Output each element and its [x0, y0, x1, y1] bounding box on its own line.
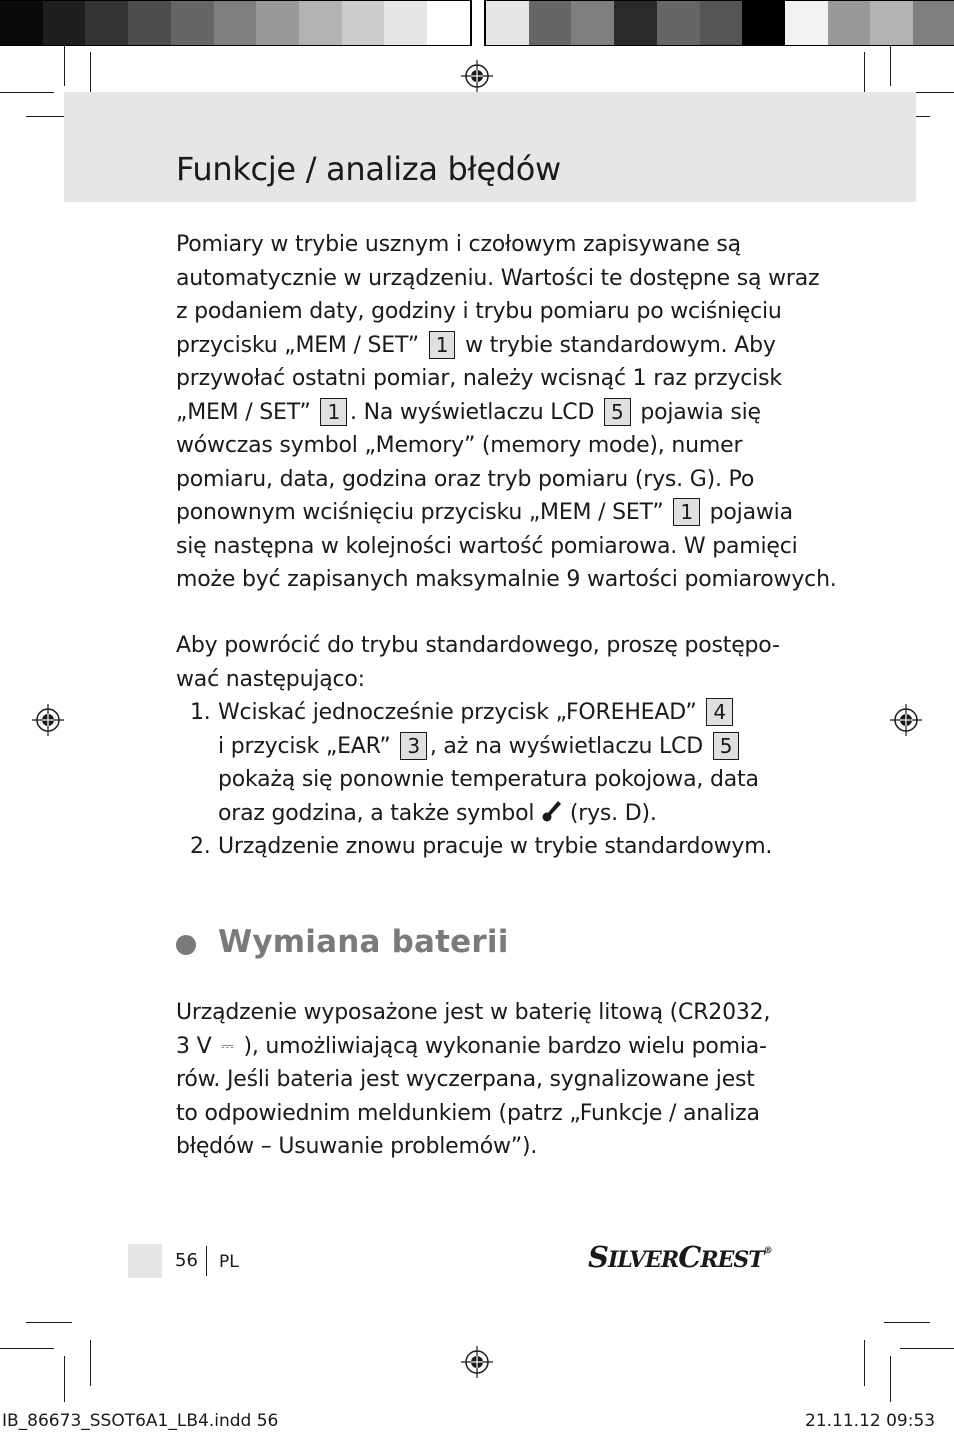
color-swatch	[529, 0, 572, 46]
steps-list	[190, 696, 772, 864]
brand-letter: S	[588, 1240, 608, 1274]
footer-divider	[206, 1246, 207, 1276]
text-segment: (rys. D).	[569, 800, 657, 826]
registration-mark-icon	[890, 704, 922, 736]
footer-tab	[128, 1244, 162, 1278]
page-number: 56	[175, 1250, 198, 1271]
text-line: pomiaru, data, godzina oraz tryb pomiaru (rys. G). Po	[176, 466, 755, 492]
text-line: pokażą się ponownie temperatura pokojowa, data	[218, 767, 759, 792]
text-line: przywołać ostatni pomiar, należy wcisnąć 1 raz przycisk	[176, 366, 782, 391]
text-segment: ), umożliwiającą wykonanie bardzo wielu pomia-	[243, 1033, 767, 1059]
color-swatch	[785, 0, 828, 46]
color-bar-left	[0, 0, 472, 46]
color-swatch	[214, 0, 257, 46]
crop-mark	[0, 92, 54, 93]
color-swatch	[828, 0, 871, 46]
crop-mark	[900, 1348, 954, 1349]
registration-mark-icon	[461, 60, 493, 92]
slug-file: IB_86673_SSOT6A1_LB4.indd 56	[2, 1411, 279, 1431]
text-line	[190, 696, 772, 730]
text-segment: , aż na wyświetlaczu LCD	[429, 733, 703, 759]
crop-mark	[0, 1348, 54, 1349]
text-line: się następna w kolejności wartość pomiarowa. W pamięci	[176, 533, 798, 559]
color-swatch	[742, 0, 785, 46]
text-line	[190, 830, 772, 864]
text-segment: . Na wyświetlaczu LCD	[350, 399, 595, 425]
text-line	[176, 329, 796, 363]
color-swatch	[128, 0, 171, 46]
text-line	[190, 730, 772, 764]
list-item	[190, 830, 772, 864]
color-swatch	[913, 0, 954, 46]
registered-mark: ®	[763, 1246, 772, 1256]
text-line: Aby powrócić do trybu standardowego, proszę postępo-	[176, 633, 780, 658]
paragraph-memory	[176, 228, 837, 597]
text-line: automatycznie w urządzeniu. Wartości te dostępne są wraz	[176, 265, 820, 291]
text-line	[176, 1030, 796, 1064]
brand-letter: ILVER	[607, 1247, 679, 1273]
text-segment: Urządzenie znowu pracuje w trybie standardowym.	[218, 834, 773, 859]
registration-mark-icon	[461, 1346, 493, 1378]
brand-letter: REST	[700, 1247, 764, 1273]
color-swatch	[342, 0, 385, 46]
ref-lcd: 5	[604, 398, 631, 426]
ref-mem-set: 1	[673, 498, 700, 526]
section-title: Wymiana baterii	[218, 924, 509, 960]
text-segment: w trybie standardowym. Aby	[465, 332, 776, 358]
text-line: z podaniem daty, godziny i trybu pomiaru po wciśnięciu	[176, 299, 782, 324]
color-swatch	[43, 0, 86, 46]
ref-mem-set: 1	[429, 331, 456, 359]
page-title: Funkcje / analiza błędów	[176, 150, 561, 188]
text-line: to odpowiednim meldunkiem (patrz „Funkcje / analiza	[176, 1100, 760, 1126]
color-swatch	[427, 0, 470, 46]
color-swatch	[614, 0, 657, 46]
text-line	[176, 496, 796, 530]
color-swatch	[299, 0, 342, 46]
dc-current-icon: ⎓	[221, 1035, 234, 1055]
crop-mark	[864, 1340, 865, 1386]
text-line	[190, 797, 772, 831]
text-line: Pomiary w trybie usznym i czołowym zapisywane są	[176, 232, 741, 257]
crop-mark	[890, 1356, 891, 1402]
color-swatch	[85, 0, 128, 46]
ref-lcd: 5	[713, 732, 740, 760]
text-segment: i przycisk „EAR”	[218, 733, 391, 759]
text-segment: pojawia	[709, 500, 793, 525]
text-segment: oraz godzina, a także symbol	[218, 800, 535, 826]
paragraph-battery	[176, 996, 796, 1164]
text-line: Urządzenie wyposażone jest w baterię litową (CR2032,	[176, 1000, 771, 1025]
text-segment: „MEM / SET”	[176, 399, 311, 425]
color-swatch	[700, 0, 743, 46]
text-line: rów. Jeśli bateria jest wyczerpana, sygnalizowane jest	[176, 1067, 755, 1092]
ref-mem-set: 1	[320, 398, 347, 426]
text-line: może być zapisanych maksymalnie 9 wartości pomiarowych.	[176, 567, 837, 592]
text-segment: pojawia się	[640, 399, 761, 425]
crop-mark	[884, 1322, 930, 1323]
crop-mark	[64, 1356, 65, 1402]
step-number: 1.	[190, 700, 211, 725]
color-swatch	[384, 0, 427, 46]
slug-date: 21.11.12 09:53	[805, 1411, 936, 1431]
brand-logo	[588, 1240, 772, 1274]
registration-mark-icon	[32, 704, 64, 736]
color-swatch	[870, 0, 913, 46]
text-line: wówczas symbol „Memory” (memory mode), numer	[176, 433, 743, 458]
ref-forehead: 4	[706, 698, 733, 726]
color-swatch	[571, 0, 614, 46]
text-segment: 3 V	[176, 1033, 212, 1059]
crop-mark	[890, 46, 891, 86]
text-line: błędów – Usuwanie problemów”).	[176, 1134, 538, 1159]
crop-mark	[26, 1322, 72, 1323]
ref-ear: 3	[400, 732, 427, 760]
brand-letter: C	[678, 1240, 701, 1274]
text-segment: Wciskać jednocześnie przycisk „FOREHEAD”	[218, 700, 697, 725]
text-line	[176, 396, 796, 430]
color-swatch	[0, 0, 43, 46]
color-bar-right	[484, 0, 954, 46]
step-number: 2.	[190, 834, 211, 859]
crop-mark	[64, 46, 65, 86]
crop-mark	[90, 1340, 91, 1386]
language-code: PL	[219, 1252, 239, 1272]
color-swatch	[256, 0, 299, 46]
text-segment: ponownym wciśnięciu przycisku „MEM / SET”	[176, 500, 664, 525]
paragraph-return	[176, 629, 796, 696]
color-swatch	[657, 0, 700, 46]
text-segment: przycisku „MEM / SET”	[176, 332, 419, 358]
list-item	[190, 696, 772, 830]
section-bullet-icon	[176, 935, 196, 955]
text-line: wać następująco:	[176, 666, 365, 692]
color-swatch	[486, 0, 529, 46]
thermometer-icon	[541, 799, 563, 823]
color-swatch	[171, 0, 214, 46]
